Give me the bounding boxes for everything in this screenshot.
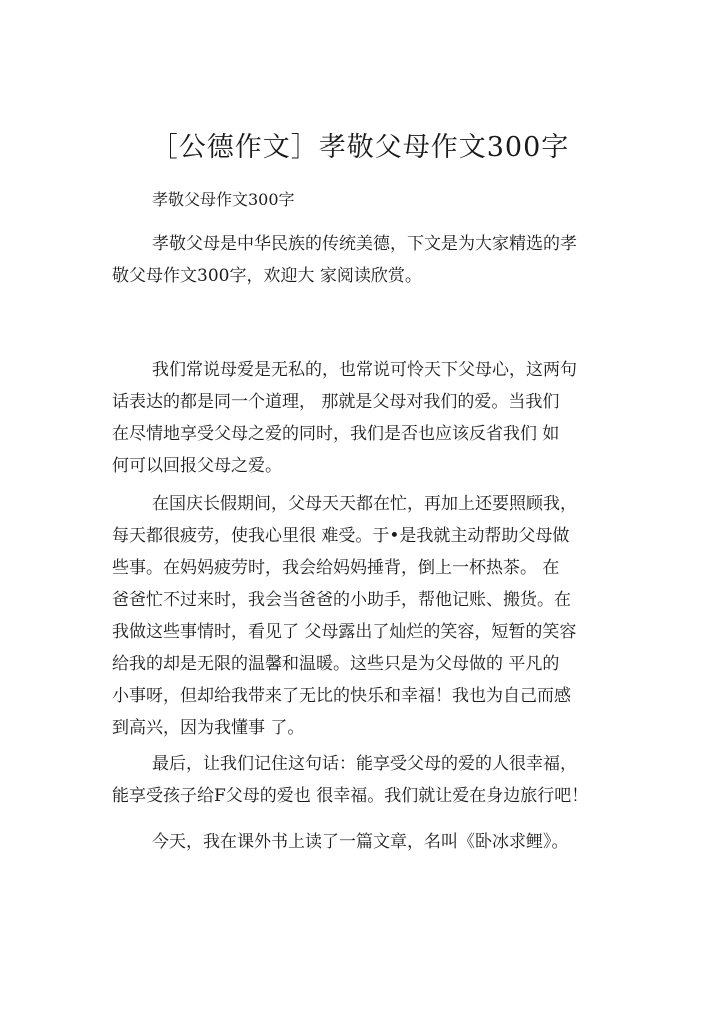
paragraph [112,826,612,858]
paragraph [112,488,612,744]
paragraph [112,748,612,812]
paragraph-line: 话表达的都是同一个道理， 那就是父母对我们的爱。当我们 [112,392,560,412]
paragraph-line: 最后，让我们记住这句话：能享受父母的爱的人很幸福， [152,754,577,774]
paragraph-line: 何可以回报父母之爱。 [112,456,282,476]
paragraph-line: 每天都很疲劳，使我心里很 难受。于•是我就主动帮助父母做 [112,526,570,546]
paragraph [112,228,612,292]
paragraph-line: 爸爸忙不过来时，我会当爸爸的小助手，帮他记账、搬货。在 [112,590,571,610]
paragraph-line: 小事呀，但却给我带来了无比的快乐和幸福！我也为自己而感 [112,686,571,706]
paragraph-line: 到高兴，因为我懂事 了。 [112,718,305,738]
paragraph-line: 在国庆长假期间，父母天天都在忙，再加上还要照顾我， [152,494,577,514]
paragraph-line: 些事。在妈妈疲劳时，我会给妈妈捶背，倒上一杯热茶。 在 [112,558,560,578]
document-subtitle: 孝敬父母作文300字 [152,190,295,209]
paragraph-line: 在尽情地享受父母之爱的同时，我们是否也应该反省我们 如 [112,424,560,444]
paragraph [112,354,612,482]
paragraph-line: 我们常说母爱是无私的，也常说可怜天下父母心，这两句 [152,360,577,380]
paragraph-line: 能享受孩子给F父母的爱也 很幸福。我们就让爱在身边旅行吧！ [112,786,589,806]
document-title: ［公德作文］孝敬父母作文300字 [150,132,570,163]
paragraph-line: 敬父母作文300字，欢迎大 家阅读欣赏。 [112,266,422,286]
paragraph-line: 给我的却是无限的温馨和温暖。这些只是为父母做的 平凡的 [112,654,560,674]
paragraph-line: 今天，我在课外书上读了一篇文章，名叫《卧冰求鲤》。 [152,832,569,852]
paragraph-line: 我做这些事情时，看见了 父母露出了灿烂的笑容，短暂的笑容 [112,622,577,642]
paragraph-line: 孝敬父母是中华民族的传统美德，下文是为大家精选的孝 [152,234,577,254]
